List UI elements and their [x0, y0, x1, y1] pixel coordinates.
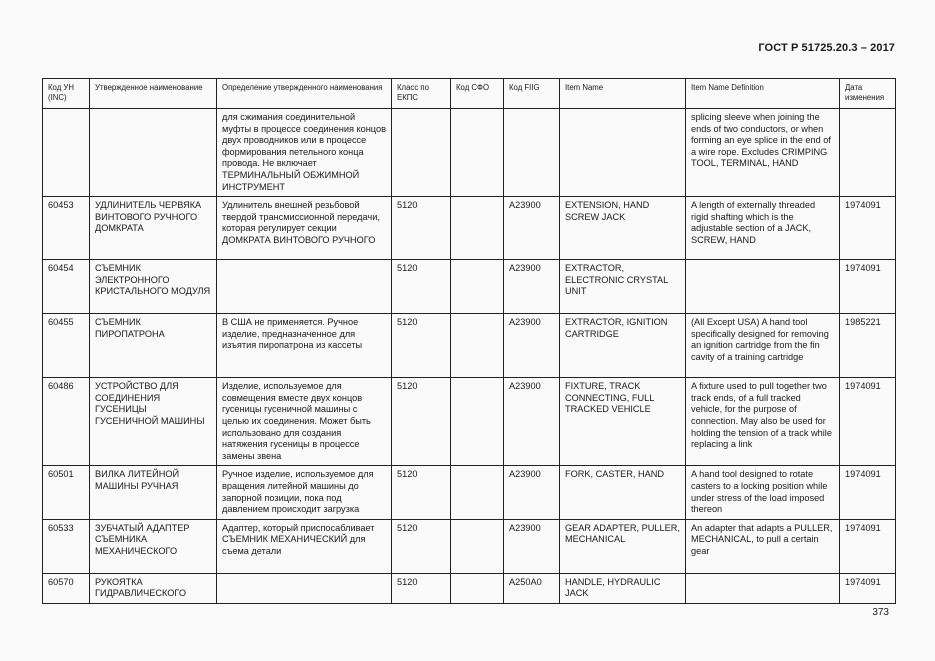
- col-header-name: Утвержденное наименование: [90, 79, 217, 109]
- table-row: [43, 378, 896, 466]
- cell-fiig: A23900: [504, 378, 560, 466]
- cell-date: 1974091: [840, 378, 896, 466]
- cell-class: 5120: [392, 466, 451, 519]
- cell-date: 1974091: [840, 260, 896, 314]
- cell-name: СЪЕМНИК ПИРОПАТРОНА: [90, 314, 217, 378]
- cell-fiig: A23900: [504, 197, 560, 260]
- cell-item-definition: A hand tool designed to rotate casters to a locking position while under stress of the load imposed thereon: [686, 466, 840, 519]
- cell-sfo: [451, 573, 504, 603]
- col-header-inc: Код УН (INC): [43, 79, 90, 109]
- cell-item-name: [560, 109, 686, 197]
- cell-definition: Адаптер, который приспосабливает СЪЕМНИК МЕХАНИЧЕСКИЙ для съема детали: [217, 519, 392, 573]
- cell-name: [90, 109, 217, 197]
- col-header-date: Дата изменения: [840, 79, 896, 109]
- cell-name: УСТРОЙСТВО ДЛЯ СОЕДИНЕНИЯ ГУСЕНИЦЫ ГУСЕНИЧНОЙ МАШИНЫ: [90, 378, 217, 466]
- cell-inc: 60570: [43, 573, 90, 603]
- cell-inc: 60454: [43, 260, 90, 314]
- cell-class: 5120: [392, 378, 451, 466]
- table-row: [43, 573, 896, 603]
- cell-class: [392, 109, 451, 197]
- cell-item-definition: A fixture used to pull together two track ends, of a full tracked vehicle, for the purpose of connection. May also be used for holding the tension of a track while replacing a link: [686, 378, 840, 466]
- col-header-item-name: Item Name: [560, 79, 686, 109]
- cell-fiig: A23900: [504, 314, 560, 378]
- cell-fiig: A23900: [504, 519, 560, 573]
- catalog-table: [42, 78, 896, 604]
- col-header-item-definition: Item Name Definition: [686, 79, 840, 109]
- cell-item-name: FIXTURE, TRACK CONNECTING, FULL TRACKED VEHICLE: [560, 378, 686, 466]
- cell-definition: для сжимания соединительной муфты в процессе соединения концов двух проводников или в процессе формирования петельного конца провода. Не включает ТЕРМИНАЛЬНЫЙ ОБЖИМНОЙ ИНСТРУМЕНТ: [217, 109, 392, 197]
- col-header-definition: Определение утвержденного наименования: [217, 79, 392, 109]
- cell-name: ЗУБЧАТЫЙ АДАПТЕР СЪЕМНИКА МЕХАНИЧЕСКОГО: [90, 519, 217, 573]
- cell-item-definition: [686, 260, 840, 314]
- cell-definition: В США не применяется. Ручное изделие, предназначенное для изъятия пиропатрона из кассеты: [217, 314, 392, 378]
- cell-fiig: A23900: [504, 466, 560, 519]
- cell-class: 5120: [392, 260, 451, 314]
- cell-sfo: [451, 109, 504, 197]
- cell-date: 1974091: [840, 197, 896, 260]
- cell-name: УДЛИНИТЕЛЬ ЧЕРВЯКА ВИНТОВОГО РУЧНОГО ДОМКРАТА: [90, 197, 217, 260]
- cell-sfo: [451, 519, 504, 573]
- cell-sfo: [451, 378, 504, 466]
- cell-item-name: EXTRACTOR, ELECTRONIC CRYSTAL UNIT: [560, 260, 686, 314]
- col-header-sfo: Код СФО: [451, 79, 504, 109]
- table-row: [43, 109, 896, 197]
- cell-fiig: A23900: [504, 260, 560, 314]
- cell-item-name: EXTENSION, HAND SCREW JACK: [560, 197, 686, 260]
- cell-item-definition: A length of externally threaded rigid shafting which is the adjustable section of a JACK, SCREW, HAND: [686, 197, 840, 260]
- cell-class: 5120: [392, 314, 451, 378]
- cell-definition: [217, 573, 392, 603]
- cell-date: 1985221: [840, 314, 896, 378]
- cell-item-name: HANDLE, HYDRAULIC JACK: [560, 573, 686, 603]
- cell-inc: 60455: [43, 314, 90, 378]
- cell-fiig: A250A0: [504, 573, 560, 603]
- table-row: [43, 260, 896, 314]
- cell-sfo: [451, 197, 504, 260]
- cell-item-definition: An adapter that adapts a PULLER, MECHANICAL, to pull a certain gear: [686, 519, 840, 573]
- page-number: 373: [872, 607, 889, 618]
- cell-definition: Ручное изделие, используемое для вращения литейной машины до запорной позиции, пока под давлением происходит загрузка: [217, 466, 392, 519]
- cell-class: 5120: [392, 519, 451, 573]
- cell-name: СЪЕМНИК ЭЛЕКТРОННОГО КРИСТАЛЬНОГО МОДУЛЯ: [90, 260, 217, 314]
- cell-item-name: GEAR ADAPTER, PULLER, MECHANICAL: [560, 519, 686, 573]
- cell-inc: [43, 109, 90, 197]
- cell-definition: Удлинитель внешней резьбовой твердой трансмиссионной передачи, которая регулирует секции ДОМКРАТА ВИНТОВОГО РУЧНОГО: [217, 197, 392, 260]
- cell-date: [840, 109, 896, 197]
- cell-item-name: EXTRACTOR, IGNITION CARTRIDGE: [560, 314, 686, 378]
- col-header-fiig: Код FIIG: [504, 79, 560, 109]
- cell-name: ВИЛКА ЛИТЕЙНОЙ МАШИНЫ РУЧНАЯ: [90, 466, 217, 519]
- cell-date: 1974091: [840, 519, 896, 573]
- cell-item-definition: splicing sleeve when joining the ends of two conductors, or when forming an eye splice in the end of a wire rope. Excludes CRIMPING TOOL, TERMINAL, HAND: [686, 109, 840, 197]
- document-title: ГОСТ Р 51725.20.3 – 2017: [758, 42, 895, 54]
- cell-item-definition: (All Except USA) A hand tool specifically designed for removing an ignition cartridge from the fin cavity of a training cartridge: [686, 314, 840, 378]
- cell-inc: 60486: [43, 378, 90, 466]
- cell-sfo: [451, 260, 504, 314]
- cell-class: 5120: [392, 573, 451, 603]
- cell-definition: Изделие, используемое для совмещения вместе двух концов гусеницы гусеничной машины с целью их соединения. Может быть использовано для создания натяжения гусеницы в процессе замены звена: [217, 378, 392, 466]
- cell-sfo: [451, 466, 504, 519]
- cell-definition: [217, 260, 392, 314]
- cell-fiig: [504, 109, 560, 197]
- cell-class: 5120: [392, 197, 451, 260]
- col-header-class: Класс по ЕКПС: [392, 79, 451, 109]
- cell-inc: 60453: [43, 197, 90, 260]
- table-row: [43, 519, 896, 573]
- table-header: [43, 79, 896, 109]
- cell-sfo: [451, 314, 504, 378]
- table-row: [43, 466, 896, 519]
- table-row: [43, 197, 896, 260]
- cell-name: РУКОЯТКА ГИДРАВЛИЧЕСКОГО: [90, 573, 217, 603]
- cell-inc: 60501: [43, 466, 90, 519]
- table-row: [43, 314, 896, 378]
- cell-item-name: FORK, CASTER, HAND: [560, 466, 686, 519]
- cell-inc: 60533: [43, 519, 90, 573]
- cell-date: 1974091: [840, 466, 896, 519]
- cell-item-definition: [686, 573, 840, 603]
- cell-date: 1974091: [840, 573, 896, 603]
